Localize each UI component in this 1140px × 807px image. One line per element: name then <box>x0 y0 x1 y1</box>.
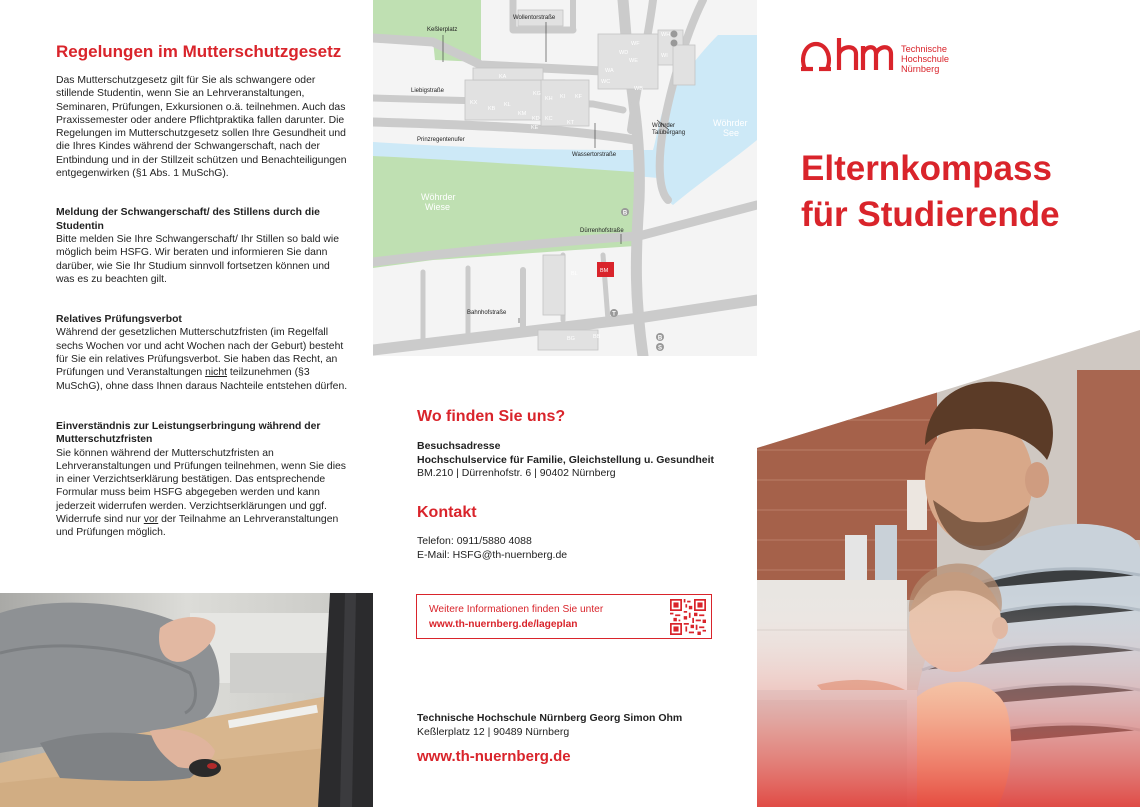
photo-illustration <box>757 330 1140 807</box>
website-link[interactable]: www.th-nuernberg.de <box>417 748 571 765</box>
map-building-label: KL <box>504 102 511 108</box>
logo-line: Nürnberg <box>901 64 940 75</box>
map-building-label: KT <box>567 120 575 126</box>
map-label: Bahnhofstraße <box>467 310 507 316</box>
email-address[interactable]: E-Mail: HSFG@th-nuernberg.de <box>417 548 568 561</box>
org-address: Keßlerplatz 12 | 90489 Nürnberg <box>417 725 570 738</box>
more-info-text: Weitere Informationen finden Sie unter <box>429 604 604 615</box>
lageplan-link[interactable]: www.th-nuernberg.de/lageplan <box>429 619 578 630</box>
map-building-label: WD <box>619 50 629 56</box>
map-building-label: KX <box>470 100 478 106</box>
logo-line: Hochschule <box>901 54 950 65</box>
map-label: Liebigstraße <box>411 88 445 94</box>
map-label: Talübergang <box>652 130 686 136</box>
map-building-label: BL <box>571 271 578 277</box>
bus-stop-icon: B <box>657 335 663 342</box>
map-building-label: KC <box>545 116 553 122</box>
mutterschutz-heading: Regelungen im Mutterschutzgesetz <box>56 42 342 61</box>
section-heading: Meldung der Schwangerschaft/ des Stillens durch die Studentin <box>56 207 320 232</box>
visit-label: Besuchsadresse <box>417 440 501 452</box>
underlined-word: vor <box>143 514 159 526</box>
map-label: Wollentorstraße <box>513 15 556 21</box>
title-line: Elternkompass <box>801 149 1052 188</box>
section-text: Bitte melden Sie Ihre Schwangerschaft/ Ihr Stillen so bald wie möglich beim HSFG. Wir beraten und informieren Sie dann darüber, wie Sie Ihr Studium sinnvoll fortsetzen können und was es zu beachten gilt. <box>56 233 340 285</box>
section-heading: Relatives Prüfungsverbot <box>56 314 182 326</box>
logo-text <box>901 44 949 75</box>
logo-line: Technische <box>901 44 947 54</box>
map-label: Wöhrder <box>713 118 748 128</box>
map-label: Wassertorstraße <box>572 152 617 158</box>
mutterschutz-body <box>56 74 348 540</box>
father-baby-photo <box>757 330 1140 807</box>
logo-word-text: ohm <box>801 73 803 74</box>
intro-paragraph: Das Mutterschutzgesetz gilt für Sie als schwangere oder stillende Studentin, wenn Sie an Lehrveranstaltungen, Seminaren, Prüfungen, Exkursionen o.ä. teilnehmen. Auch das Praxissemester oder andere Pflichtpraktika fallen darunter. Die Regelungen im Mutterschutzgesetz sollen Ihre Gesundheit und die Ihres Kindes während der Schwangerschaft, nach der Entbindung und in der Stillzeit schützen und Benachteiligungen entgegenwirken (§1 Abs. 1 MuSchG). <box>56 75 347 180</box>
panel-right <box>757 0 1140 807</box>
map-building-label: KE <box>531 125 539 131</box>
panel-middle <box>373 0 757 807</box>
campus-map <box>373 0 757 356</box>
map-building-label: KH <box>545 96 553 102</box>
sbahn-stop-icon: S <box>657 345 663 352</box>
qr-code-icon[interactable] <box>670 599 706 635</box>
map-building-label: KI <box>560 94 566 100</box>
pregnant-woman-photo <box>0 593 373 807</box>
map-building-label: WC <box>601 79 611 85</box>
map-building-label: WH <box>661 32 671 38</box>
map-building-label: BM <box>600 268 609 274</box>
visit-address: BM.210 | Dürrenhofstr. 6 | 90402 Nürnberg <box>417 467 616 479</box>
contact-heading: Kontakt <box>417 504 477 521</box>
map-building-label: KD <box>532 116 540 122</box>
map-building-label: BB <box>593 334 601 340</box>
underlined-word: nicht <box>205 367 228 379</box>
map-label: Wöhrder <box>421 192 456 202</box>
map-label: Dürrenhofstraße <box>580 228 624 234</box>
phone-number[interactable]: Telefon: 0911/5880 4088 <box>417 535 532 547</box>
section-meldung <box>56 206 348 286</box>
campus-map-graphic <box>373 0 757 356</box>
map-building-label: BG <box>567 336 575 342</box>
map-building-label: WE <box>629 58 638 64</box>
map-label: Wiese <box>425 202 451 212</box>
title-line: für Studierende <box>801 195 1060 234</box>
where-heading: Wo finden Sie uns? <box>417 408 566 425</box>
text-part: Sie können während der Mutterschutzfristen an Lehrveranstaltungen und Prüfungen teilnehmen, wenn Sie dies in einer Verzichtserklärung bestätigen. Das entsprechende Formular muss beim HSFG abgegeben werden und kann jederzeit widerrufen werden. Verzichtserklärungen und ggf. Widerrufe sind nur <box>56 447 346 526</box>
map-building-label: KB <box>488 106 496 112</box>
contact-block <box>417 535 567 562</box>
text-part: der Teilnahme an Lehrveranstaltungen und Prüfungen möglich. <box>56 514 339 539</box>
map-building-label: WF <box>631 41 640 47</box>
map-building-label: KF <box>575 94 583 100</box>
more-info-box <box>416 594 712 639</box>
map-label: See <box>723 128 740 138</box>
section-pruefungsverbot <box>56 313 348 393</box>
brochure-title <box>801 146 1060 238</box>
panel-left <box>0 0 373 807</box>
map-building-label: KA <box>499 74 507 80</box>
map-building-label: WB <box>634 86 643 92</box>
section-heading: Einverständnis zur Leistungserbringung während der Mutterschutzfristen <box>56 420 321 446</box>
map-label: Keßlerplatz <box>427 27 458 33</box>
visit-name: Hochschulservice für Familie, Gleichstellung u. Gesundheit <box>417 453 714 466</box>
text-part: teilzunehmen (§3 MuSchG), ohne dass Ihnen daraus Nachteile entstehen dürfen. <box>56 367 348 392</box>
org-name: Technische Hochschule Nürnberg Georg Simon Ohm <box>417 712 683 724</box>
map-building-label: KM <box>518 111 527 117</box>
map-building-label: WA <box>605 68 614 74</box>
map-building-label: WI <box>661 53 668 59</box>
section-text <box>56 326 348 392</box>
section-einverstaendnis <box>56 420 348 540</box>
tram-stop-icon: T <box>612 311 616 318</box>
text-part: Während der gesetzlichen Mutterschutzfristen (im Regelfall sechs Wochen vor und acht Wochen nach der Geburt) besteht für Sie ein relatives Prüfungsverbot. Sie haben das Recht, an Prüfungen und Veranstaltungen <box>56 327 344 379</box>
section-text <box>56 447 348 540</box>
ohm-wordmark <box>801 36 897 74</box>
bus-stop-icon: B <box>622 210 628 217</box>
org-block <box>417 712 682 739</box>
map-building-label: KG <box>533 91 541 97</box>
map-label: Wöhrder <box>652 123 676 129</box>
visit-address-block <box>417 440 714 481</box>
map-label: Prinzregentenufer <box>417 137 465 143</box>
photo-illustration <box>0 593 373 807</box>
